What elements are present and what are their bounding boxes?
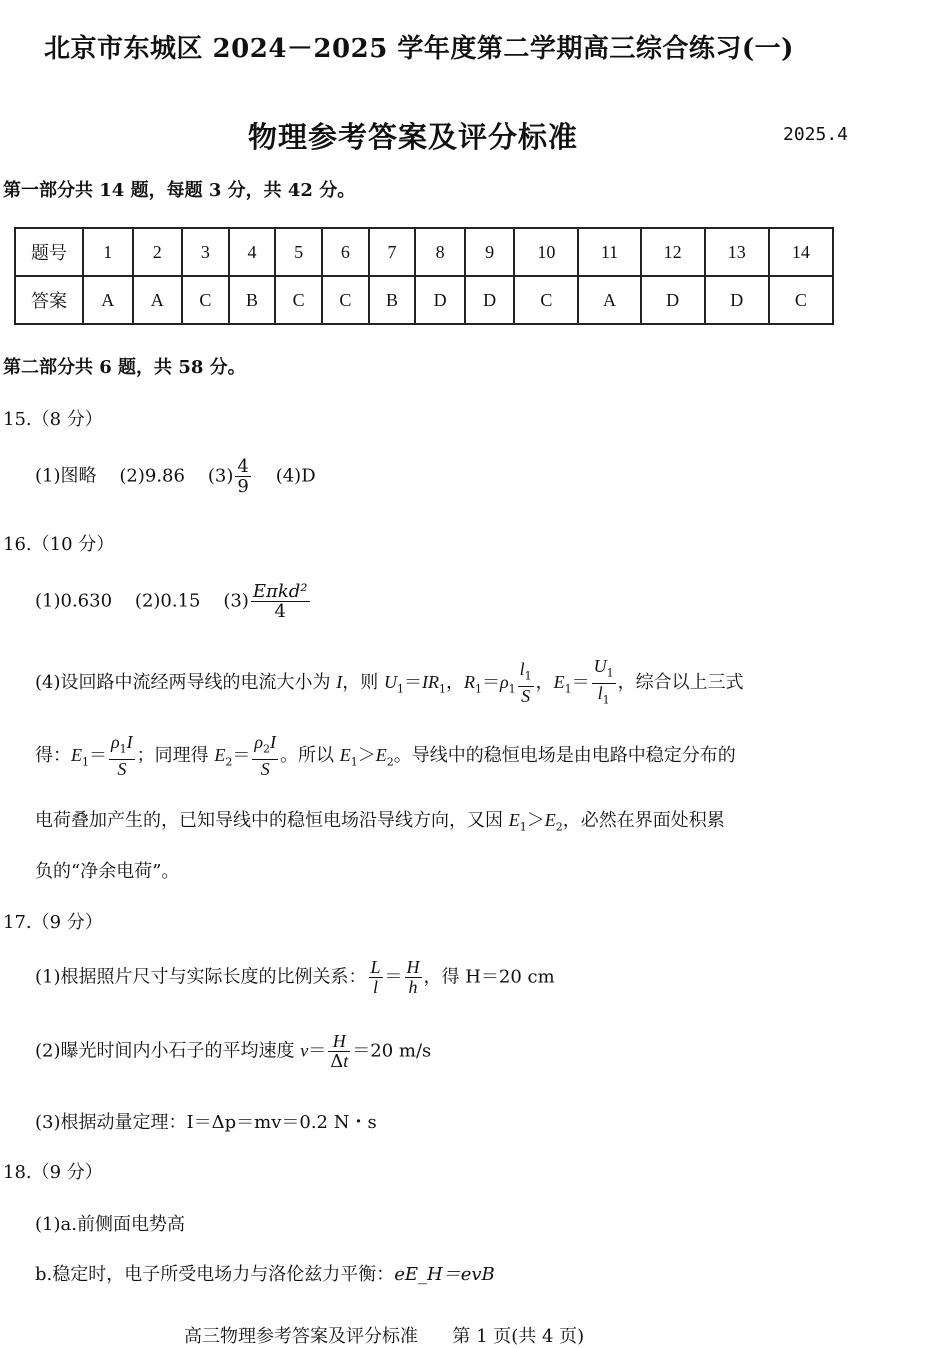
q16-a2: (2)0.15	[134, 590, 201, 612]
q18-heading: 18.（9 分）	[3, 1162, 103, 1183]
q16-heading: 16.（10 分）	[3, 534, 115, 555]
q15-heading: 15.（8 分）	[3, 409, 103, 430]
part2-intro: 第二部分共 6 题，共 58 分。	[3, 357, 246, 378]
q15-a3-label: (3)	[207, 465, 234, 487]
q17-heading: 17.（9 分）	[3, 912, 103, 933]
q16-p4-line3: 电荷叠加产生的，已知导线中的稳恒电场沿导线方向，又因 $E_1>E_2$，必然在界面处积累	[35, 810, 725, 834]
table-row-answers	[15, 276, 833, 324]
q18-b: b.稳定时，电子所受电场力与洛伦兹力平衡：eE_H＝evB	[35, 1264, 495, 1285]
answer-cell: B	[369, 276, 416, 324]
question-number-cell: 2	[133, 228, 183, 276]
row-label-question: 题号	[15, 228, 83, 276]
q16-a1: (1)0.630	[35, 590, 113, 612]
question-number-cell: 3	[182, 228, 229, 276]
answer-cell: C	[275, 276, 322, 324]
part1-intro: 第一部分共 14 题，每题 3 分，共 42 分。	[3, 180, 356, 201]
q15-a4: (4)D	[275, 465, 316, 487]
question-number-cell: 8	[415, 228, 465, 276]
q16-a3-fraction: $\frac{\text{Eπkd²}}{4}$	[252, 581, 308, 622]
q15-a3-fraction: $\frac{4}{9}$	[237, 456, 249, 497]
table-row-questions	[15, 228, 833, 276]
answer-cell: A	[133, 276, 183, 324]
q16-p4-line4: 负的“净余电荷”。	[35, 861, 180, 882]
answer-table	[14, 227, 834, 325]
q18-a1: (1)a.前侧面电势高	[35, 1214, 185, 1235]
q16-a3-label: (3)	[223, 590, 249, 612]
question-number-cell: 5	[275, 228, 322, 276]
q15-a1: (1)图略	[35, 465, 97, 487]
q17-a3: (3)根据动量定理：I＝Δp＝mv＝0.2 N・s	[35, 1112, 377, 1133]
answer-cell: D	[641, 276, 705, 324]
question-number-cell: 13	[705, 228, 769, 276]
answer-cell: C	[182, 276, 229, 324]
q16-p4-line2: 得：$E_1=$ $\frac{\rho_1I}{S}$ ；同理得 $E_2=$ $\frac{\rho_2I}{S}$ 。所以 $E_1>E_2$。导线中的稳恒电场是由电路中稳定分布的	[35, 732, 736, 779]
question-number-cell: 9	[465, 228, 515, 276]
question-number-cell: 11	[578, 228, 640, 276]
question-number-cell: 4	[229, 228, 276, 276]
answer-cell: C	[322, 276, 369, 324]
question-number-cell: 6	[322, 228, 369, 276]
answer-cell: D	[415, 276, 465, 324]
row-label-answer: 答案	[15, 276, 83, 324]
question-number-cell: 10	[514, 228, 578, 276]
question-number-cell: 7	[369, 228, 416, 276]
footer-text: 高三物理参考答案及评分标准	[184, 1326, 418, 1347]
question-number-cell: 14	[769, 228, 833, 276]
question-number-cell: 12	[641, 228, 705, 276]
question-number-cell: 1	[83, 228, 133, 276]
answer-cell: C	[769, 276, 833, 324]
page-footer	[184, 1322, 584, 1348]
q17-a2: (2)曝光时间内小石子的平均速度 v＝ $\frac{H}{\Delta t}$ ＝20 m/s	[35, 1031, 432, 1072]
q16-answers	[35, 582, 312, 621]
answer-cell: C	[514, 276, 578, 324]
q15-a2: (2)9.86	[119, 465, 185, 487]
answer-cell: D	[465, 276, 515, 324]
q18-b-equation: eE_H＝evB	[394, 1264, 495, 1285]
answer-cell: A	[578, 276, 640, 324]
q16-p4-line1: (4)设回路中流经两导线的电流大小为 I，则 $U_1=IR_1$，$R_1=\rho_1$ $\frac{l_1}{S}$ ，$E_1=$ $\frac{U_1}{l_1}$ ，综合以上三式	[35, 656, 744, 707]
document-title: 北京市东城区 2024－2025 学年度第二学期高三综合练习(一)	[44, 34, 794, 64]
footer-page-number: 第 1 页(共 4 页)	[452, 1326, 585, 1347]
answer-cell: B	[229, 276, 276, 324]
q17-a1: (1)根据照片尺寸与实际长度的比例关系： $\frac{L}{l}$ ＝ $\frac{H}{h}$ ，得 H＝20 cm	[35, 957, 555, 997]
document-subtitle: 物理参考答案及评分标准	[248, 120, 579, 154]
answer-cell: D	[705, 276, 769, 324]
q15-answers	[35, 457, 316, 496]
answer-cell: A	[83, 276, 133, 324]
document-date: 2025.4	[783, 124, 849, 145]
